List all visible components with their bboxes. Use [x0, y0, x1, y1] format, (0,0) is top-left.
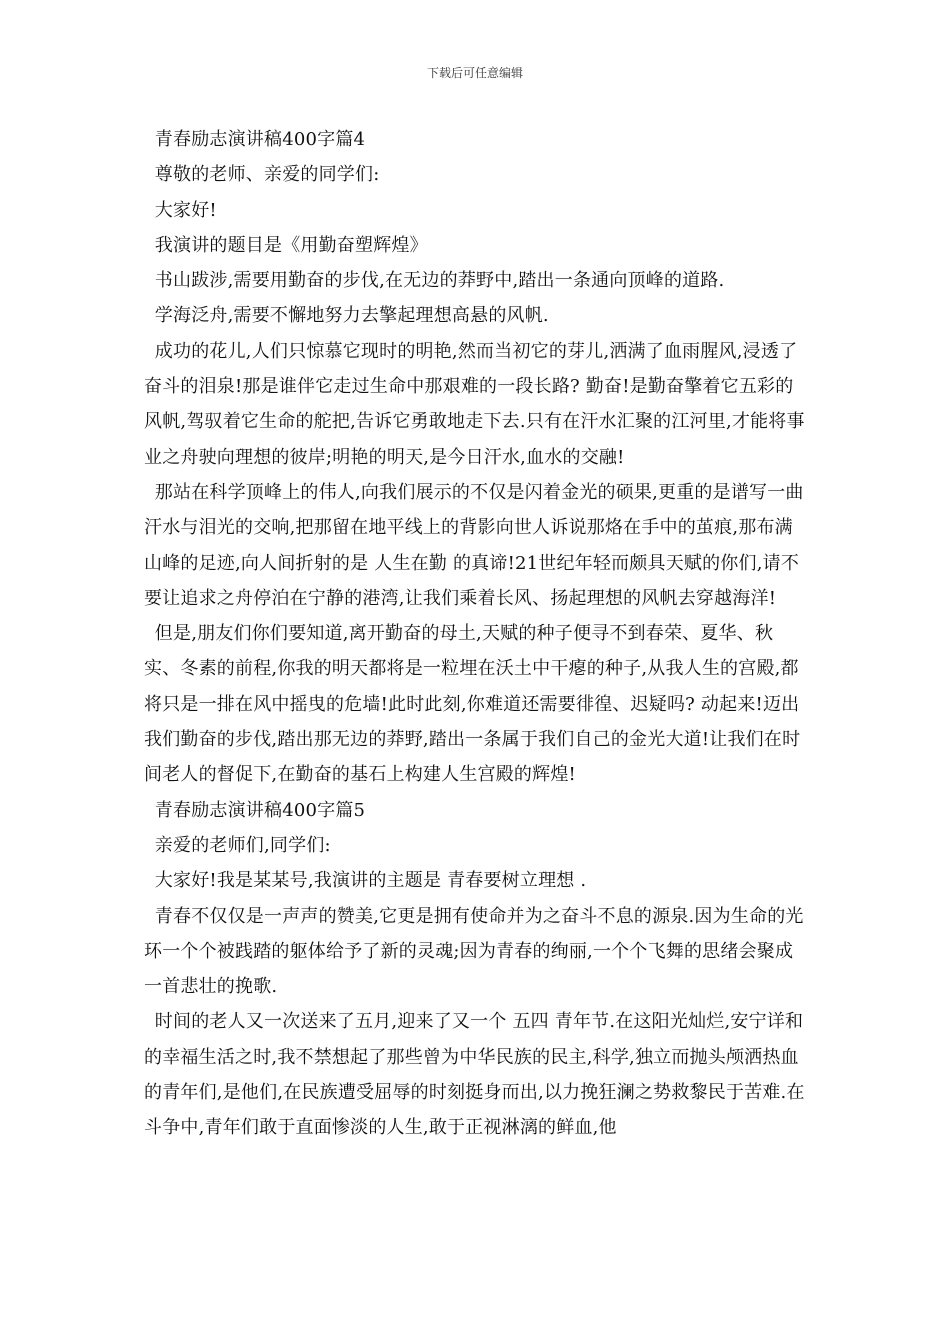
paragraph: 那站在科学顶峰上的伟人,向我们展示的不仅是闪着金光的硕果,更重的是谱写一曲汗水与泪光的交响,把那留在地平线上的背影向世人诉说那烙在手中的茧痕,那布满山峰的足迹,向人间折射的是 人生在勤 的真谛!21世纪年轻而颇具天赋的你们,请不要让追求之舟停泊在宁静的港湾,让我们乘着长风、扬起理想的风帆去穿越海洋! — [144, 481, 804, 609]
paragraph: 青春不仅仅是一声声的赞美,它更是拥有使命并为之奋斗不息的源泉.因为生命的光环一个个被践踏的躯体给予了新的灵魂;因为青春的绚丽,一个个飞舞的思绪会聚成一首悲壮的挽歌. — [144, 905, 804, 998]
page-header: 下载后可任意编辑 — [426, 66, 523, 80]
section-title-4: 青春励志演讲稿400字篇4 — [154, 129, 366, 150]
greeting: 大家好!我是某某号,我演讲的主题是 青春要树立理想 . — [154, 870, 587, 892]
speech-topic: 我演讲的题目是《用勤奋塑辉煌》 — [154, 234, 428, 256]
paragraph: 成功的花儿,人们只惊慕它现时的明艳,然而当初它的芽儿,洒满了血雨腥风,浸透了奋斗的泪泉!那是谁伴它走过生命中那艰难的一段长路? 勤奋!是勤奋擎着它五彩的风帆,驾驭着它生命的舵把,告诉它勇敢地走下去.只有在汗水汇聚的江河里,才能将事业之舟驶向理想的彼岸;明艳的明天,是今日汗水,血水的交融! — [144, 340, 805, 468]
paragraph: 书山跋涉,需要用勤奋的步伐,在无边的莽野中,踏出一条通向顶峰的道路. — [154, 270, 725, 292]
paragraph: 学海泛舟,需要不懈地努力去擎起理想高悬的风帆. — [154, 305, 549, 327]
section-title-5: 青春励志演讲稿400字篇5 — [154, 799, 366, 821]
greeting: 大家好! — [154, 199, 217, 221]
salutation: 亲爱的老师们,同学们: — [154, 834, 331, 856]
paragraph: 时间的老人又一次送来了五月,迎来了又一个 五四 青年节.在这阳光灿烂,安宁详和的幸福生活之时,我不禁想起了那些曾为中华民族的民主,科学,独立而抛头颅洒热血的青年们,是他们,在民族遭受屈辱的时刻挺身而出,以力挽狂澜之势救黎民于苦难.在斗争中,青年们敢于直面惨淡的人生,敢于正视淋漓的鲜血,他 — [144, 1011, 805, 1139]
paragraph: 但是,朋友们你们要知道,离开勤奋的母土,天赋的种子便寻不到春荣、夏华、秋实、冬素的前程,你我的明天都将是一粒埋在沃土中干瘪的种子,从我人生的宫殿,都将只是一排在风中摇曳的危墙!此时此刻,你难道还需要徘徨、迟疑吗? 动起来!迈出我们勤奋的步伐,踏出那无边的莽野,踏出一条属于我们自己的金光大道!让我们在时间老人的督促下,在勤奋的基石上构建人生宫殿的辉煌! — [144, 623, 801, 786]
salutation: 尊敬的老师、亲爱的同学们: — [154, 164, 380, 186]
document-body — [144, 122, 809, 1146]
